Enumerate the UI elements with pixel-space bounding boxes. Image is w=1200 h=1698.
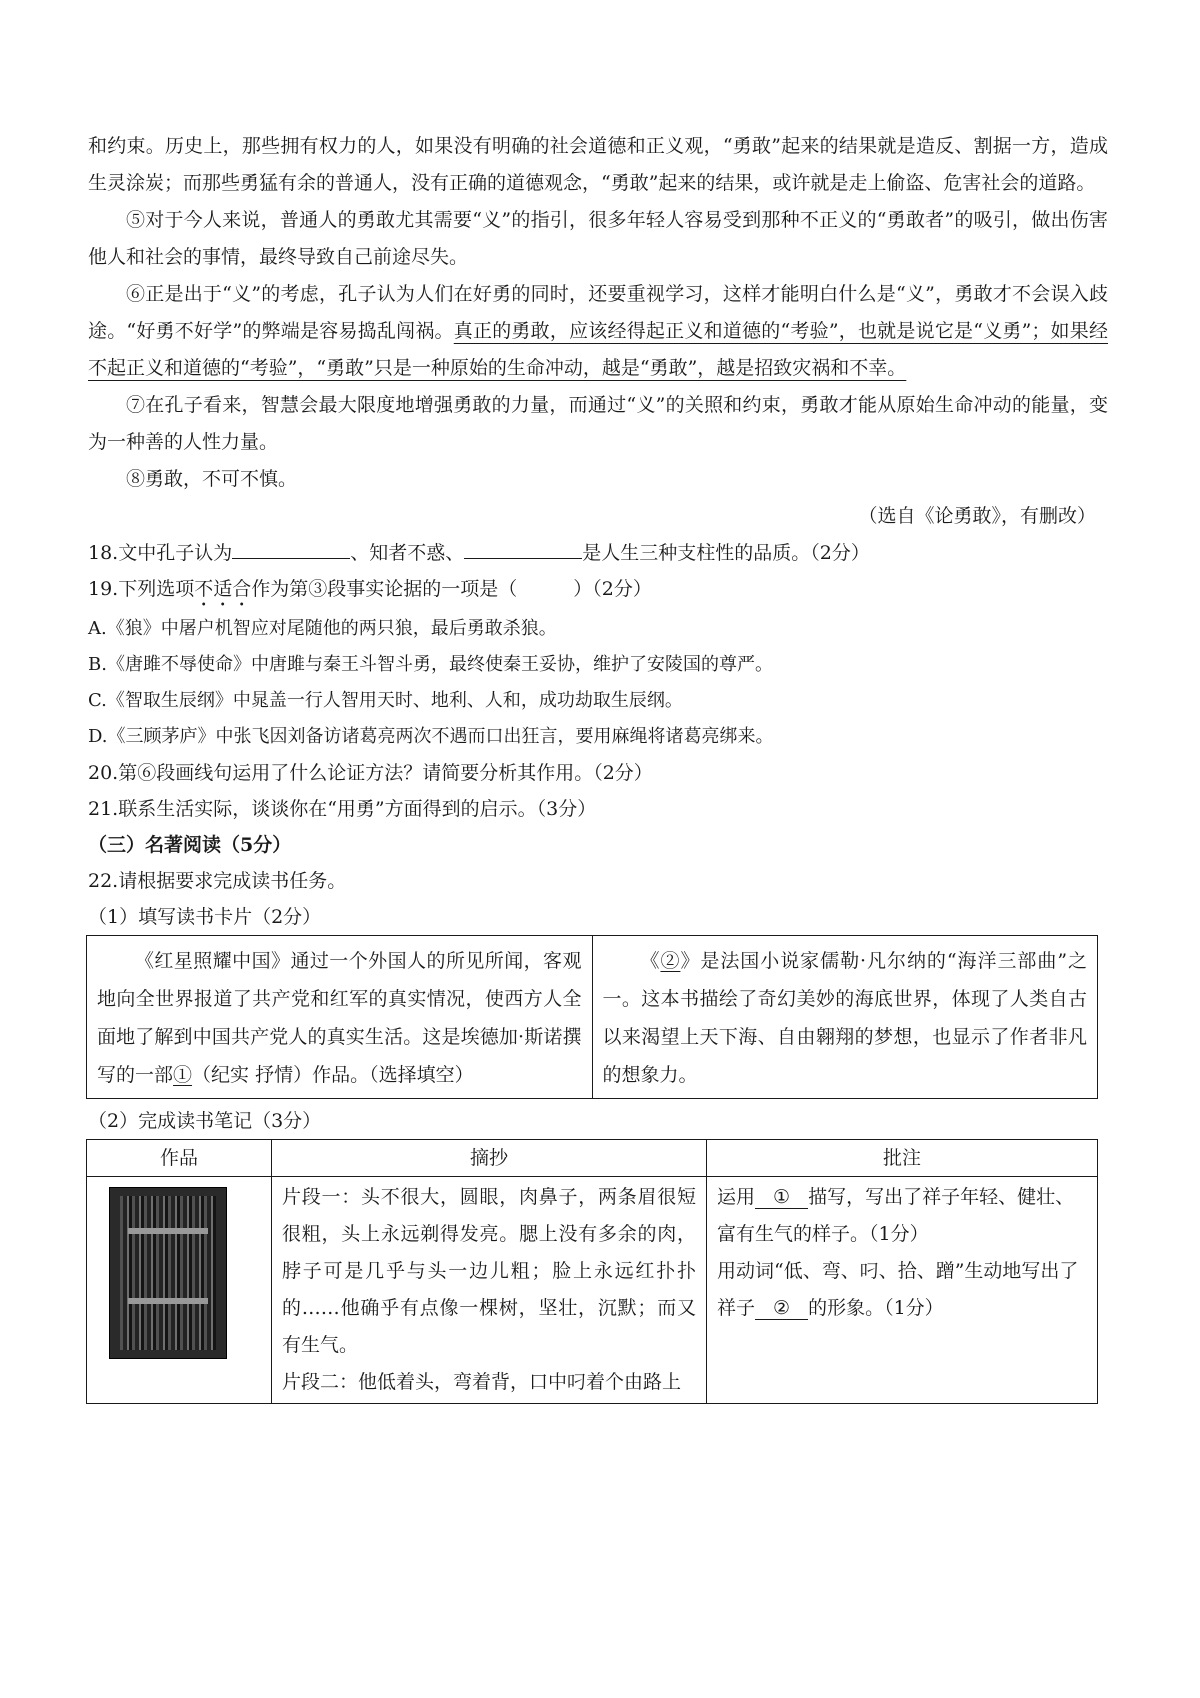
header-work: 作品 — [87, 1140, 272, 1177]
annotation-1 — [717, 1179, 1087, 1253]
article-paragraph-7: ⑦在孔子看来，智慧会最大限度地增强勇敢的力量，而通过“义”的关照和约束，勇敢才能从原始生命冲动的能量，变为一种善的人性力量。 — [88, 394, 1108, 453]
card-blank-1[interactable]: ① — [173, 1064, 193, 1086]
reading-notes-table — [86, 1139, 1098, 1404]
exam-page — [88, 128, 1108, 1404]
article-paragraph-continued: 和约束。历史上，那些拥有权力的人，如果没有明确的社会道德和正义观，“勇敢”起来的结果就是造反、割据一方，造成生灵涂炭；而那些勇猛有余的普通人，没有正确的道德观念，“勇敢”起来的结果，或许就是走上偷盗、危害社会的道路。 — [88, 135, 1108, 194]
question-18 — [88, 535, 1108, 571]
annotation-2 — [717, 1253, 1087, 1327]
card-right-bracket: 《 — [640, 950, 661, 972]
card-right-cell — [592, 936, 1098, 1099]
card-left-text: 《红星照耀中国》通过一个外国人的所见所闻，客观地向全世界报道了共产党和红军的真实情况，使西方人全面地了解到中国共产党人的真实生活。这是埃德加·斯诺撰写的一部 — [97, 950, 582, 1086]
option-a: A.《狼》中屠户机智应对尾随他的两只狼，最后勇敢杀狼。 — [88, 618, 557, 639]
q18-text-c: 是人生三种支柱性的品质。（2分） — [582, 542, 870, 564]
section-3-heading: （三）名著阅读（5分） — [88, 834, 292, 856]
card-left-choice: （纪实 抒情）作品。（选择填空） — [192, 1064, 474, 1086]
work-cell — [87, 1177, 272, 1404]
header-excerpt: 摘抄 — [272, 1140, 707, 1177]
q18-blank-2[interactable] — [464, 538, 582, 559]
article-paragraph-6 — [88, 276, 1108, 387]
card-blank-2[interactable]: ② — [660, 950, 681, 972]
ann2-blank[interactable]: ② — [755, 1297, 808, 1320]
q19-emphasis: 不适合 — [194, 578, 252, 600]
option-d: D.《三顾茅庐》中张飞因刘备访诸葛亮两次不遇而口出狂言，要用麻绳将诸葛亮绑来。 — [88, 726, 774, 747]
ann1-text-a: 运用 — [717, 1186, 756, 1208]
q19-text-c: ）（2分） — [573, 578, 652, 600]
excerpt-cell — [272, 1177, 707, 1404]
ann1-blank[interactable]: ① — [755, 1186, 808, 1209]
header-annotation: 批注 — [707, 1140, 1098, 1177]
question-19 — [88, 571, 1108, 611]
book-cover-image — [109, 1187, 227, 1359]
q18-text-b: 、知者不惑、 — [350, 542, 465, 564]
question-20: 20.第⑥段画线句运用了什么论证方法？请简要分析其作用。（2分） — [88, 762, 653, 784]
paragraph-6-text: ⑥正是出于“义”的考虑，孔子认为人们在好勇的同时，还要重视学习，这样才能明白什么是“义”，勇敢才不会误入歧途。“好勇不好学”的弊端是容易捣乱闯祸。 — [88, 283, 1108, 342]
paragraph-6-underlined-sentence: 真正的勇敢，应该经得起正义和道德的“考验”，也就是说它是“义勇”；如果经不起正义和道德的“考验”，“勇敢”只是一种原始的生命冲动，越是“勇敢”，越是招致灾祸和不幸。 — [88, 320, 1108, 379]
reading-card-table — [86, 935, 1098, 1099]
question-21: 21.联系生活实际，谈谈你在“用勇”方面得到的启示。（3分） — [88, 798, 597, 820]
card-right-text: 》是法国小说家儒勒·凡尔纳的“海洋三部曲”之一。这本书描绘了奇幻美妙的海底世界，体现了人类自古以来渴望上天下海、自由翱翔的梦想，也显示了作者非凡的想象力。 — [602, 950, 1087, 1086]
card-left-cell — [87, 936, 593, 1099]
q18-blank-1[interactable] — [232, 538, 350, 559]
article-paragraph-8: ⑧勇敢，不可不慎。 — [126, 468, 298, 490]
ann2-text-b: 的形象。（1分） — [808, 1297, 944, 1319]
question-22-part-1: （1）填写读书卡片（2分） — [88, 906, 322, 928]
q18-text-a: 18.文中孔子认为 — [88, 542, 233, 564]
q19-text-b: 作为第③段事实论据的一项是（ — [251, 578, 518, 600]
question-22: 22.请根据要求完成读书任务。 — [88, 870, 347, 892]
question-22-part-2: （2）完成读书笔记（3分） — [88, 1110, 322, 1132]
annotation-cell — [707, 1177, 1098, 1404]
article-source: （选自《论勇敢》，有删改） — [858, 505, 1096, 527]
ann1-text-b: 描写，写出了祥子年轻、健壮、富有生气的样子。（1分） — [717, 1186, 1075, 1245]
article-paragraph-5: ⑤对于今人来说，普通人的勇敢尤其需要“义”的指引，很多年轻人容易受到那种不正义的“勇敢者”的吸引，做出伤害他人和社会的事情，最终导致自己前途尽失。 — [88, 209, 1108, 268]
option-b: B.《唐雎不辱使命》中唐雎与秦王斗智斗勇，最终使秦王妥协，维护了安陵国的尊严。 — [88, 654, 773, 675]
option-c: C.《智取生辰纲》中晁盖一行人智用天时、地利、人和，成功劫取生辰纲。 — [88, 690, 683, 711]
q19-text-a: 19.下列选项 — [88, 578, 195, 600]
ann2-text-a: 用动词“低、弯、叼、拾、蹭”生动地写出了祥子 — [717, 1260, 1079, 1319]
excerpt-text: 片段一：头不很大，圆眼，肉鼻子，两条眉很短很粗，头上永远剃得发亮。腮上没有多余的肉，脖子可是几乎与头一边儿粗；脸上永远红扑扑的……他确乎有点像一棵树，坚壮，沉默；而又有生气。 片段二：他低着头，弯着背，口中叼着个由路上 — [282, 1186, 696, 1393]
